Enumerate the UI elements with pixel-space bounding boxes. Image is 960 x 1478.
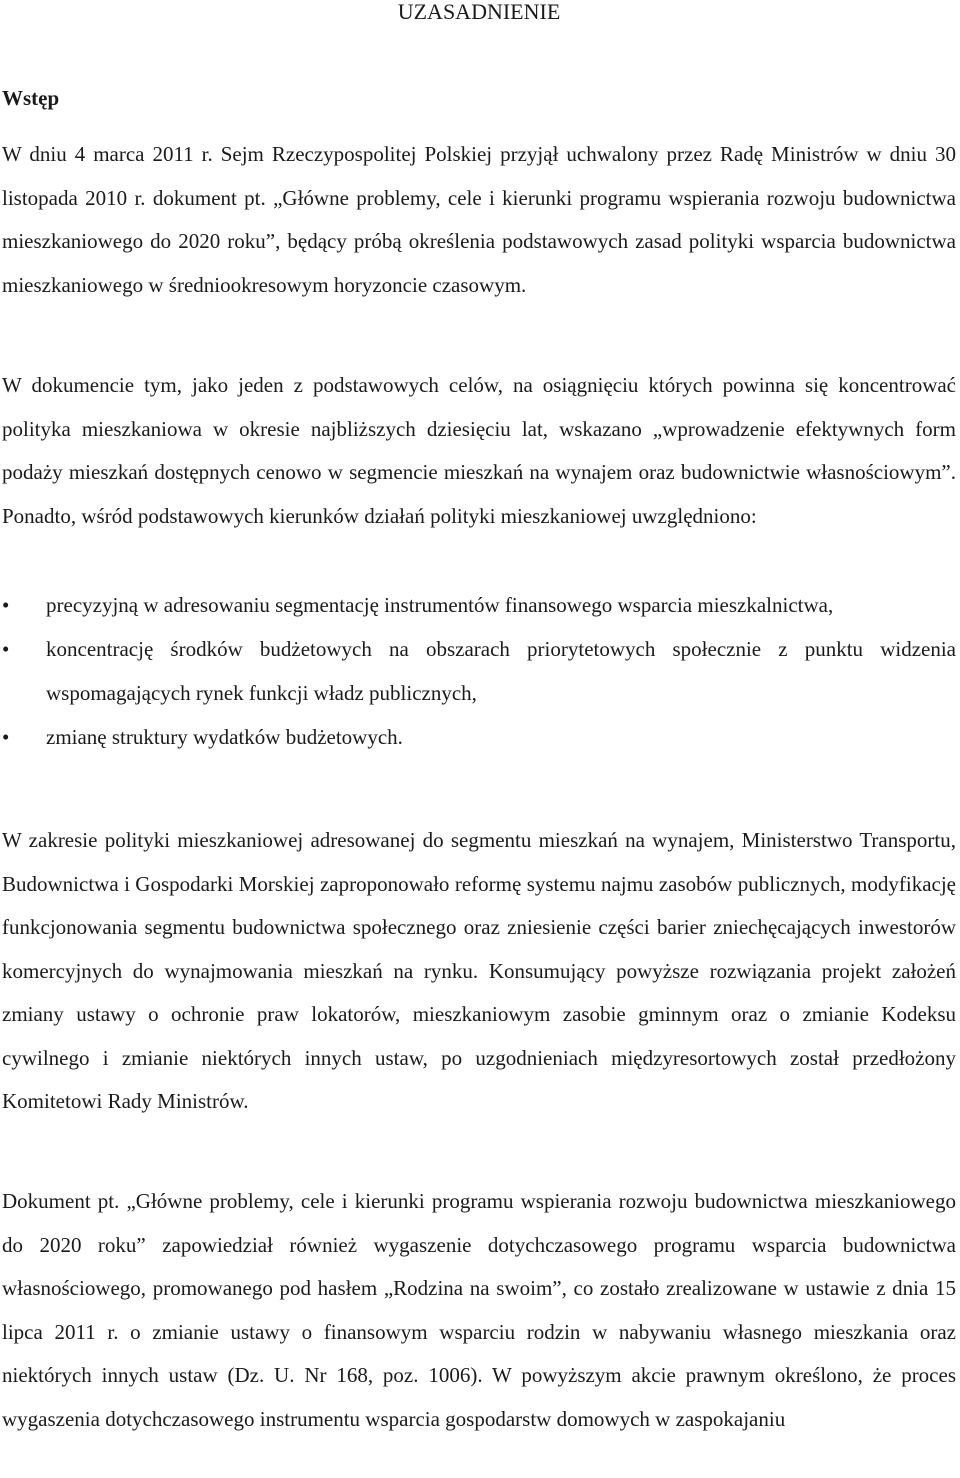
paragraph-goals: W dokumencie tym, jako jeden z podstawowych celów, na osiągnięciu których powinna się koncentrować polityka mieszkaniowa w okresie najbliższych dziesięciu lat, wskazano „wprowadzenie efektywnych form podaży mieszkań dostępnych cenowo w segmencie mieszkań na wynajem oraz budownictwie własnościowym”. Ponadto, wśród podstawowych kierunków działań polityki mieszkaniowej uwzględniono: <box>2 373 956 528</box>
policy-directions-list <box>2 583 956 759</box>
bullet-icon: • <box>2 637 10 661</box>
paragraph-program-phaseout: Dokument pt. „Główne problemy, cele i kierunki programu wspierania rozwoju budownictwa mieszkaniowego do 2020 roku” zapowiedział również wygaszenie dotychczasowego programu wsparcia budownictwa własnościowego, promowanego pod hasłem „Rodzina na swoim”, co zostało zrealizowane w ustawie z dnia 15 lipca 2011 r. o zmianie ustawy o finansowym wsparciu rodzin w nabywaniu własnego mieszkania oraz niektórych innych ustaw (Dz. U. Nr 168, poz. 1006). W powyższym akcie prawnym określono, że proces wygaszenia dotychczasowego instrumentu wsparcia gospodarstw domowych w zaspokajaniu <box>2 1189 956 1431</box>
list-item-text: koncentrację środków budżetowych na obszarach priorytetowych społecznie z punktu widzenia wspomagających rynek funkcji władz publicznych, <box>46 637 956 705</box>
list-item <box>2 583 956 627</box>
paragraph-rental-policy: W zakresie polityki mieszkaniowej adresowanej do segmentu mieszkań na wynajem, Ministerstwo Transportu, Budownictwa i Gospodarki Morskiej zaproponowało reformę systemu najmu zasobów publicznych, modyfikację funkcjonowania segmentu budownictwa społecznego oraz zniesienie części barier zniechęcających inwestorów komercyjnych do wynajmowania mieszkań na rynku. Konsumujący powyższe rozwiązania projekt założeń zmiany ustawy o ochronie praw lokatorów, mieszkaniowym zasobie gminnym oraz o zmianie Kodeksu cywilnego i zmianie niektórych innych ustaw, po uzgodnieniach międzyresortowych został przedłożony Komitetowi Rady Ministrów. <box>2 828 956 1113</box>
paragraph-intro: W dniu 4 marca 2011 r. Sejm Rzeczypospolitej Polskiej przyjął uchwalony przez Radę Ministrów w dniu 30 listopada 2010 r. dokument pt. „Główne problemy, cele i kierunki programu wspierania rozwoju budownictwa mieszkaniowego do 2020 roku”, będący próbą określenia podstawowych zasad polityki wsparcia budownictwa mieszkaniowego w średniookresowym horyzoncie czasowym. <box>2 142 956 297</box>
list-item <box>2 715 956 759</box>
section-heading: Wstęp <box>2 86 60 110</box>
list-item-text: precyzyjną w adresowaniu segmentację instrumentów finansowego wsparcia mieszkalnictwa, <box>46 593 834 617</box>
document-page <box>2 0 956 1431</box>
bullet-icon: • <box>2 593 10 617</box>
bullet-icon: • <box>2 725 10 749</box>
document-title: UZASADNIENIE <box>397 0 561 24</box>
list-item <box>2 627 956 715</box>
list-item-text: zmianę struktury wydatków budżetowych. <box>46 725 403 749</box>
